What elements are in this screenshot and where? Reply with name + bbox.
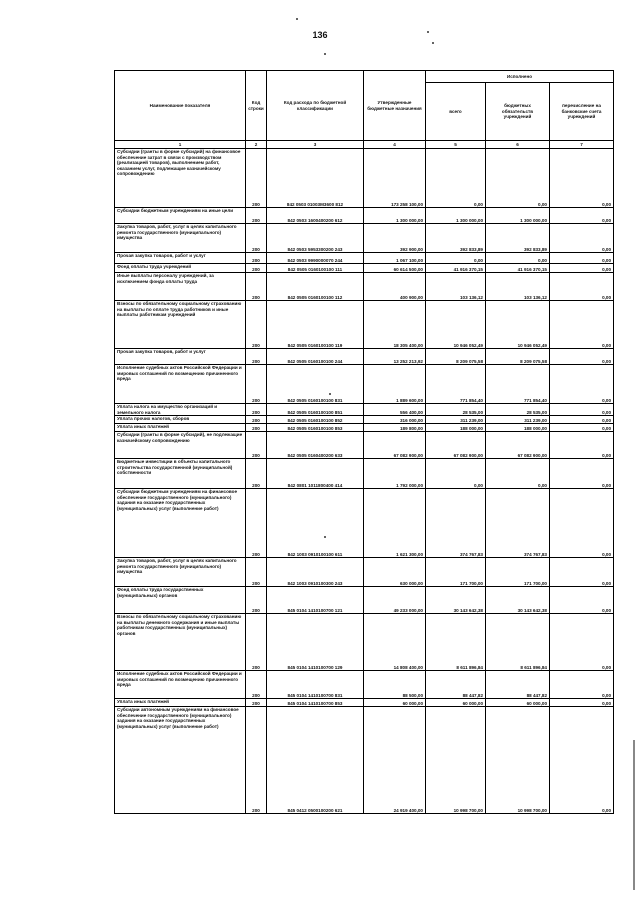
row-obligations: 60 000,00	[486, 699, 550, 707]
row-expense-code: 842 1003 0910100100 611	[267, 489, 364, 558]
row-line-code: 200	[246, 558, 267, 587]
row-approved: 189 800,00	[364, 424, 426, 432]
header-name: Наименование показателя	[115, 71, 246, 141]
table-row	[115, 224, 614, 253]
table-row	[115, 253, 614, 264]
row-line-code: 200	[246, 416, 267, 424]
row-expense-code: 842 0801 1011800400 414	[267, 459, 364, 489]
table-row	[115, 404, 614, 416]
row-obligations: 392 833,89	[486, 224, 550, 253]
header-line-code: Код строки	[246, 71, 267, 141]
row-obligations: 103 136,12	[486, 273, 550, 301]
row-approved: 1 621 300,00	[364, 489, 426, 558]
page-number: 136	[312, 30, 328, 40]
row-name: Исполнение судебных актов Российской Федерации и мировых соглашений по возмещению причиненного вреда	[115, 365, 246, 404]
row-expense-code: 842 0505 0160100100 851	[267, 404, 364, 416]
column-number-row	[115, 141, 614, 149]
row-expense-code: 845 0104 1410100700 121	[267, 587, 364, 614]
budget-execution-table	[114, 70, 614, 814]
row-transfer: 0,00	[550, 587, 614, 614]
row-line-code: 200	[246, 273, 267, 301]
row-approved: 1 067 100,00	[364, 253, 426, 264]
scan-edge-mark	[633, 740, 635, 890]
scan-speck	[427, 31, 429, 33]
row-name: Фонд оплаты труда государственных (муниципальных) органов	[115, 587, 246, 614]
row-expense-code: 845 0104 1410100700 831	[267, 671, 364, 699]
row-line-code: 200	[246, 365, 267, 404]
row-name: Субсидии (гранты в форме субсидий) на финансовое обеспечение затрат в связи с производством (реализацией товаров), выполнением работ, оказанием услуг, подлежащие казначейскому сопровождению	[115, 149, 246, 208]
row-line-code: 200	[246, 459, 267, 489]
row-total: 374 767,83	[426, 489, 486, 558]
row-name: Прочая закупка товаров, работ и услуг	[115, 253, 246, 264]
scan-speck	[296, 18, 298, 20]
table-row	[115, 707, 614, 814]
row-obligations: 10 998 700,00	[486, 707, 550, 814]
row-name: Уплата налога на имущество организаций и земельного налога	[115, 404, 246, 416]
table-row	[115, 273, 614, 301]
row-transfer: 0,00	[550, 253, 614, 264]
row-line-code: 200	[246, 264, 267, 273]
row-expense-code: 842 0503 5953300200 243	[267, 224, 364, 253]
table-row	[115, 432, 614, 459]
table-row	[115, 671, 614, 699]
row-total: 0,00	[426, 253, 486, 264]
row-name: Уплата иных платежей	[115, 699, 246, 707]
table-row	[115, 365, 614, 404]
column-number: 7	[550, 141, 614, 149]
row-transfer: 0,00	[550, 489, 614, 558]
row-name: Закупка товаров, работ, услуг в целях капитального ремонта государственного (муниципального) имущества	[115, 224, 246, 253]
row-expense-code: 842 0505 0160100100 852	[267, 416, 364, 424]
row-approved: 88 500,00	[364, 671, 426, 699]
row-expense-code: 842 0503 01003M3600 812	[267, 149, 364, 208]
row-name: Закупка товаров, работ, услуг в целях капитального ремонта государственного (муниципального) имущества	[115, 558, 246, 587]
row-expense-code: 842 0505 0160100100 119	[267, 301, 364, 349]
row-approved: 400 900,00	[364, 273, 426, 301]
table-row	[115, 424, 614, 432]
row-transfer: 0,00	[550, 273, 614, 301]
row-obligations: 28 535,00	[486, 404, 550, 416]
row-name: Субсидии бюджетным учреждениям на финансовое обеспечение государственного (муниципального) задания на оказание государственных (муниципальных) услуг (выполнение работ)	[115, 489, 246, 558]
row-line-code: 200	[246, 424, 267, 432]
row-expense-code: 842 0505 0160100100 244	[267, 349, 364, 365]
row-total: 311 239,00	[426, 416, 486, 424]
row-total: 171 700,00	[426, 558, 486, 587]
row-transfer: 0,00	[550, 365, 614, 404]
row-approved: 14 808 400,00	[364, 614, 426, 671]
row-obligations: 0,00	[486, 253, 550, 264]
row-line-code: 200	[246, 208, 267, 224]
row-name: Субсидии (гранты в форме субсидий), не подлежащие казначейскому сопровождению	[115, 432, 246, 459]
table-row	[115, 459, 614, 489]
row-obligations: 8 611 896,84	[486, 614, 550, 671]
row-line-code: 200	[246, 614, 267, 671]
row-obligations: 0,00	[486, 459, 550, 489]
row-total: 88 447,82	[426, 671, 486, 699]
row-name: Исполнение судебных актов Российской Федерации и мировых соглашений по возмещению причиненного вреда	[115, 671, 246, 699]
table-row	[115, 699, 614, 707]
column-number: 3	[267, 141, 364, 149]
row-approved: 556 400,00	[364, 404, 426, 416]
row-approved: 316 000,00	[364, 416, 426, 424]
row-approved: 173 258 100,00	[364, 149, 426, 208]
row-total: 103 136,12	[426, 273, 486, 301]
row-transfer: 0,00	[550, 404, 614, 416]
row-transfer: 0,00	[550, 707, 614, 814]
row-transfer: 0,00	[550, 149, 614, 208]
table-row	[115, 208, 614, 224]
row-obligations: 374 767,83	[486, 489, 550, 558]
row-approved: 24 919 400,00	[364, 707, 426, 814]
row-total: 0,00	[426, 459, 486, 489]
row-transfer: 0,00	[550, 671, 614, 699]
row-approved: 13 252 213,92	[364, 349, 426, 365]
row-obligations: 171 700,00	[486, 558, 550, 587]
row-obligations: 1 300 000,00	[486, 208, 550, 224]
column-number: 6	[486, 141, 550, 149]
row-expense-code: 845 0104 1410100700 853	[267, 699, 364, 707]
row-expense-code: 842 0505 0160100100 853	[267, 424, 364, 432]
row-expense-code: 842 1003 0910100300 243	[267, 558, 364, 587]
row-name: Уплата прочих налогов, сборов	[115, 416, 246, 424]
row-line-code: 200	[246, 404, 267, 416]
row-expense-code: 842 0503 9990000070 244	[267, 253, 364, 264]
row-total: 30 143 642,38	[426, 587, 486, 614]
table-row	[115, 416, 614, 424]
row-obligations: 8 209 075,58	[486, 349, 550, 365]
row-expense-code: 842 0505 0160100100 111	[267, 264, 364, 273]
row-transfer: 0,00	[550, 224, 614, 253]
row-line-code: 200	[246, 671, 267, 699]
header-transfer: перечисление на банковские счета учреждений	[550, 83, 614, 141]
row-name: Фонд оплаты труда учреждений	[115, 264, 246, 273]
row-approved: 630 000,00	[364, 558, 426, 587]
row-transfer: 0,00	[550, 459, 614, 489]
row-approved: 1 300 000,00	[364, 208, 426, 224]
row-obligations: 67 082 900,00	[486, 432, 550, 459]
row-expense-code: 842 0505 0160100100 112	[267, 273, 364, 301]
row-total: 8 209 075,58	[426, 349, 486, 365]
row-expense-code: 842 0505 0160400200 633	[267, 432, 364, 459]
row-transfer: 0,00	[550, 416, 614, 424]
row-expense-code: 842 0503 1600400200 612	[267, 208, 364, 224]
table-row	[115, 587, 614, 614]
row-total: 28 535,00	[426, 404, 486, 416]
row-expense-code: 842 0505 0160100100 831	[267, 365, 364, 404]
row-name: Прочая закупка товаров, работ и услуг	[115, 349, 246, 365]
row-approved: 67 082 900,00	[364, 432, 426, 459]
table-row	[115, 558, 614, 587]
row-name: Уплата иных платежей	[115, 424, 246, 432]
row-obligations: 10 946 052,49	[486, 301, 550, 349]
row-line-code: 200	[246, 432, 267, 459]
row-obligations: 311 239,00	[486, 416, 550, 424]
column-number: 2	[246, 141, 267, 149]
row-expense-code: 845 0104 1410100700 129	[267, 614, 364, 671]
row-approved: 1 889 600,00	[364, 365, 426, 404]
row-total: 10 998 700,00	[426, 707, 486, 814]
row-total: 60 000,00	[426, 699, 486, 707]
scan-speck	[324, 53, 326, 55]
row-total: 188 000,00	[426, 424, 486, 432]
row-obligations: 188 000,00	[486, 424, 550, 432]
row-line-code: 200	[246, 699, 267, 707]
row-obligations: 30 143 642,38	[486, 587, 550, 614]
row-name: Взносы по обязательному социальному страхованию на выплаты по оплате труда работников и иные выплаты работникам учреждений	[115, 301, 246, 349]
row-transfer: 0,00	[550, 208, 614, 224]
header-obligations: бюджетных обязательств учреждений	[486, 83, 550, 141]
row-approved: 60 614 500,00	[364, 264, 426, 273]
row-approved: 1 792 000,00	[364, 459, 426, 489]
row-total: 392 833,89	[426, 224, 486, 253]
scan-speck	[432, 42, 434, 44]
row-total: 67 082 900,00	[426, 432, 486, 459]
row-transfer: 0,00	[550, 424, 614, 432]
row-obligations: 771 854,40	[486, 365, 550, 404]
row-total: 8 611 896,84	[426, 614, 486, 671]
header-approved: Утвержденные бюджетные назначения	[364, 71, 426, 141]
row-line-code: 200	[246, 149, 267, 208]
row-transfer: 0,00	[550, 349, 614, 365]
row-approved: 60 000,00	[364, 699, 426, 707]
row-transfer: 0,00	[550, 699, 614, 707]
column-number: 4	[364, 141, 426, 149]
row-approved: 18 305 400,00	[364, 301, 426, 349]
row-transfer: 0,00	[550, 614, 614, 671]
row-total: 1 300 000,00	[426, 208, 486, 224]
row-approved: 49 233 000,00	[364, 587, 426, 614]
row-line-code: 200	[246, 301, 267, 349]
row-line-code: 200	[246, 707, 267, 814]
header-total: всего	[426, 83, 486, 141]
header-execution: Исполнено	[426, 71, 614, 83]
header-expense-code: Код расхода по бюджетной классификации	[267, 71, 364, 141]
column-number: 1	[115, 141, 246, 149]
row-line-code: 200	[246, 253, 267, 264]
row-transfer: 0,00	[550, 264, 614, 273]
row-obligations: 41 916 370,15	[486, 264, 550, 273]
row-transfer: 0,00	[550, 558, 614, 587]
row-obligations: 88 447,82	[486, 671, 550, 699]
row-total: 41 916 370,15	[426, 264, 486, 273]
row-total: 0,00	[426, 149, 486, 208]
row-name: Иные выплаты персоналу учреждений, за исключением фонда оплаты труда	[115, 273, 246, 301]
table-row	[115, 489, 614, 558]
row-name: Бюджетные инвестиции в объекты капитального строительства государственной (муниципальной) собственности	[115, 459, 246, 489]
table-row	[115, 301, 614, 349]
row-name: Взносы по обязательному социальному страхованию на выплаты денежного содержания и иные выплаты работникам государственных (муниципальных) органов	[115, 614, 246, 671]
row-line-code: 200	[246, 349, 267, 365]
row-transfer: 0,00	[550, 301, 614, 349]
row-approved: 392 900,00	[364, 224, 426, 253]
row-name: Субсидии бюджетным учреждениям на иные цели	[115, 208, 246, 224]
row-total: 771 854,40	[426, 365, 486, 404]
row-total: 10 946 052,49	[426, 301, 486, 349]
row-name: Субсидии автономным учреждениям на финансовое обеспечение государственного (муниципального) задания на оказание государственных (муниципальных) услуг (выполнение работ)	[115, 707, 246, 814]
table-row	[115, 614, 614, 671]
row-obligations: 0,00	[486, 149, 550, 208]
table-row	[115, 264, 614, 273]
row-line-code: 200	[246, 489, 267, 558]
column-number: 5	[426, 141, 486, 149]
table-row	[115, 149, 614, 208]
row-expense-code: 845 0412 0500100200 621	[267, 707, 364, 814]
row-line-code: 200	[246, 587, 267, 614]
table-row	[115, 349, 614, 365]
row-transfer: 0,00	[550, 432, 614, 459]
row-line-code: 200	[246, 224, 267, 253]
